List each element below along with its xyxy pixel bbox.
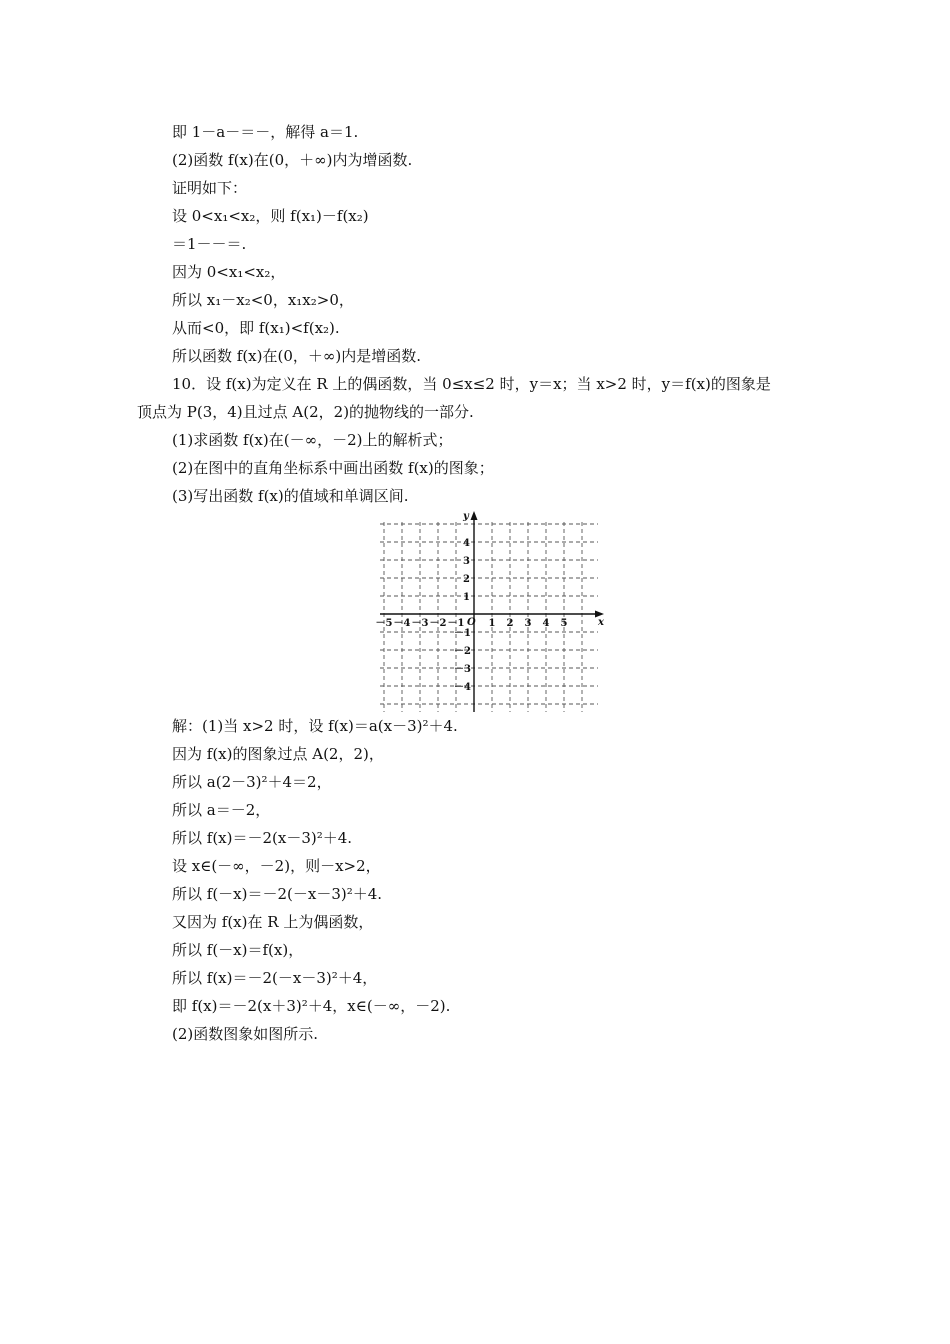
x-axis-label: x [598,617,604,628]
x-tick-label: 2 [506,618,514,629]
solution-line: 所以 f(－x)＝－2(－x－3)²＋4. [172,885,383,903]
proof-line: 设 0<x₁<x₂，则 f(x₁)－f(x₂) [172,207,369,225]
solution-line: (2)函数图象如图所示. [172,1025,319,1043]
solution-line: 所以 f(x)＝－2(－x－3)²＋4， [172,969,378,987]
proof-line: 从而<0，即 f(x₁)<f(x₂). [172,319,340,337]
x-tick-label: －1 [447,618,465,629]
proof-line: 即 1－a－＝－，解得 a＝1. [172,123,359,141]
solution-line: 因为 f(x)的图象过点 A(2，2)， [172,745,384,763]
solution-line: 所以 f(－x)＝f(x)， [172,941,304,959]
question-3: (3)写出函数 f(x)的值域和单调区间. [172,487,409,505]
grid-lines [380,522,598,712]
solution-line: 设 x∈(－∞，－2)，则－x>2， [172,857,381,875]
tick-labels [376,538,568,693]
y-tick-label: －2 [454,646,471,657]
y-tick-label: －4 [454,682,471,693]
y-tick-label: －3 [454,664,471,675]
solution-line: 所以 a＝－2， [172,801,271,819]
proof-line: 所以 x₁－x₂<0，x₁x₂>0， [172,291,354,309]
solution-line: 所以 a(2－3)²＋4＝2， [172,773,332,791]
problem-stem: 10．设 f(x)为定义在 R 上的偶函数，当 0≤x≤2 时，y＝x；当 x>2 时，y＝f(x)的图象是 [172,375,771,393]
x-tick-label: 5 [560,618,568,629]
y-tick-label: －1 [454,628,471,639]
x-tick-label: －5 [376,618,393,629]
x-tick-label: 3 [524,618,532,629]
solution-line: 解：(1)当 x>2 时，设 f(x)＝a(x－3)²＋4. [172,717,458,735]
y-tick-label: 2 [463,574,470,585]
y-axis-label: y [463,511,469,522]
x-tick-label: －2 [429,618,447,629]
coordinate-grid-figure [376,508,608,712]
proof-line: 因为 0<x₁<x₂， [172,263,286,281]
question-2: (2)在图中的直角坐标系中画出函数 f(x)的图象； [172,459,494,477]
question-1: (1)求函数 f(x)在(－∞，－2)上的解析式； [172,431,453,449]
y-axis-arrow-icon [471,511,478,520]
solution-line: 又因为 f(x)在 R 上为偶函数， [172,913,374,931]
x-tick-label: －4 [393,618,411,629]
x-tick-label: 1 [488,618,496,629]
y-tick-label: 1 [463,592,470,603]
solution-line: 所以 f(x)＝－2(x－3)²＋4. [172,829,353,847]
x-tick-label: 4 [542,618,550,629]
solution-line: 即 f(x)＝－2(x＋3)²＋4，x∈(－∞，－2). [172,997,451,1015]
coordinate-grid [376,508,608,712]
x-tick-label: －3 [411,618,429,629]
origin-label: O [467,617,476,628]
problem-stem-continued: 顶点为 P(3，4)且过点 A(2，2)的抛物线的一部分. [137,403,474,421]
proof-line: ＝1－－＝. [172,235,247,253]
proof-line: (2)函数 f(x)在(0，＋∞)内为增函数. [172,151,413,169]
proof-line: 证明如下： [172,179,248,197]
y-tick-label: 4 [463,538,470,549]
proof-line: 所以函数 f(x)在(0，＋∞)内是增函数. [172,347,421,365]
y-tick-label: 3 [463,556,470,567]
